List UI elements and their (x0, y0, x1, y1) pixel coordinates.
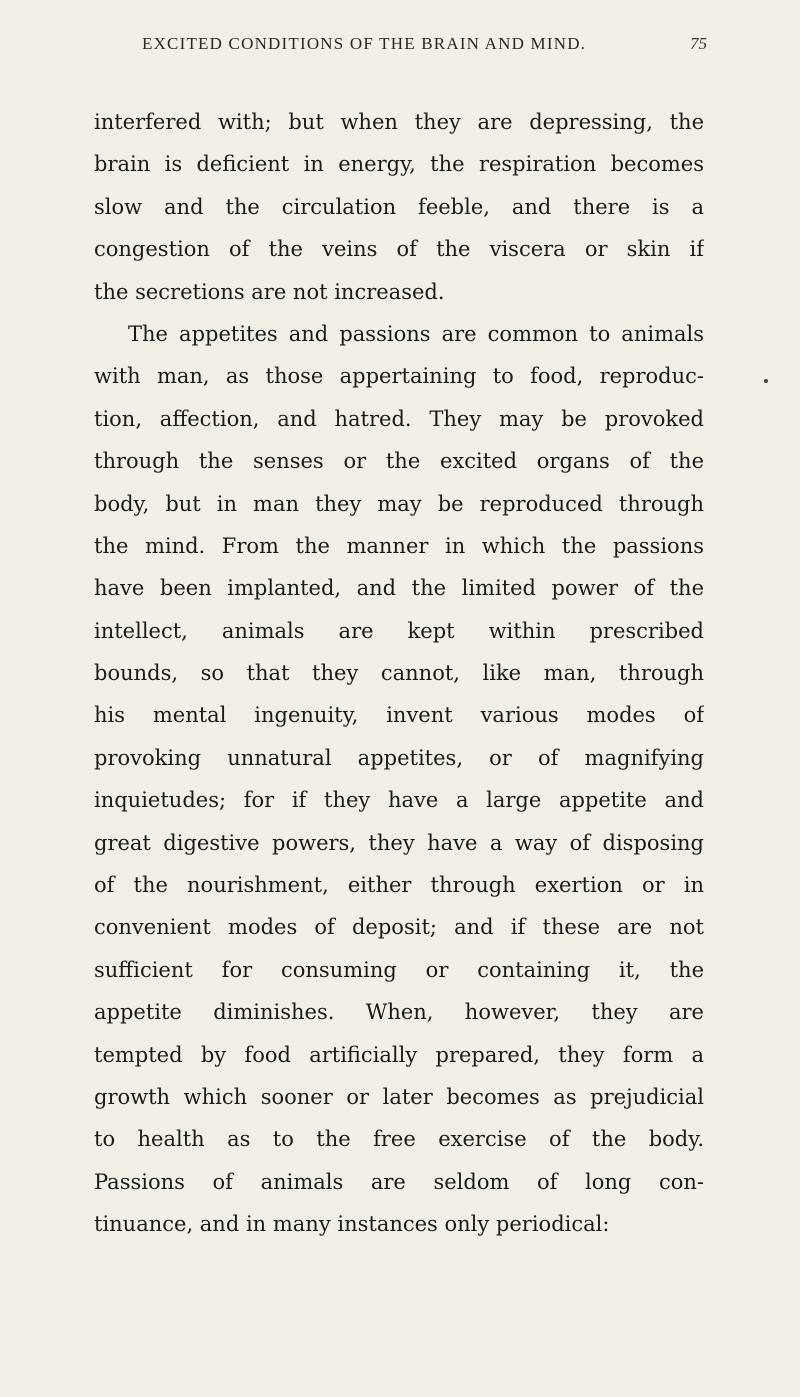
page-number: 75 (690, 34, 707, 53)
text-line: his mental ingenuity, invent various modes of (94, 703, 704, 728)
text-line: with man, as those appertaining to food, reproduc- (94, 364, 704, 389)
text-line: through the senses or the excited organs of the (94, 449, 704, 474)
text-line: convenient modes of deposit; and if these are not (94, 915, 704, 940)
text-line: body, but in man they may be reproduced through (94, 491, 704, 516)
text-line: have been implanted, and the limited power of the (94, 576, 704, 601)
text-line: great digestive powers, they have a way of disposing (94, 830, 704, 855)
text-line: The appetites and passions are common to animals (128, 321, 704, 346)
text-line: of the nourishment, either through exertion or in (94, 873, 704, 898)
text-line: the mind. From the manner in which the passions (94, 533, 704, 558)
text-line: tempted by food artificially prepared, they form a (94, 1042, 704, 1067)
text-line: congestion of the veins of the viscera or skin if (94, 237, 704, 262)
text-line: tion, affection, and hatred. They may be provoked (94, 406, 704, 431)
text-line: sufficient for consuming or containing it, the (94, 957, 704, 982)
text-line: Passions of animals are seldom of long con- (94, 1169, 704, 1194)
text-line: brain is deficient in energy, the respiration becomes (94, 152, 704, 177)
text-line: to health as to the free exercise of the body. (94, 1127, 704, 1152)
text-line: provoking unnatural appetites, or of magnifying (94, 745, 704, 770)
margin-mark (764, 379, 768, 383)
running-head (0, 34, 800, 74)
text-line: tinuance, and in many instances only periodical: (94, 1212, 610, 1237)
text-line: growth which sooner or later becomes as prejudicial (94, 1084, 704, 1109)
text-line: bounds, so that they cannot, like man, through (94, 661, 704, 686)
text-line: interfered with; but when they are depressing, the (94, 110, 704, 134)
body-text (94, 101, 704, 1246)
text-line: intellect, animals are kept within prescribed (94, 618, 704, 643)
running-title: EXCITED CONDITIONS OF THE BRAIN AND MIND. (142, 34, 587, 53)
text-line: the secretions are not increased. (94, 279, 445, 304)
text-line: slow and the circulation feeble, and there is a (94, 194, 704, 219)
text-line: appetite diminishes. When, however, they are (94, 1000, 704, 1025)
text-line: inquietudes; for if they have a large appetite and (94, 788, 704, 813)
